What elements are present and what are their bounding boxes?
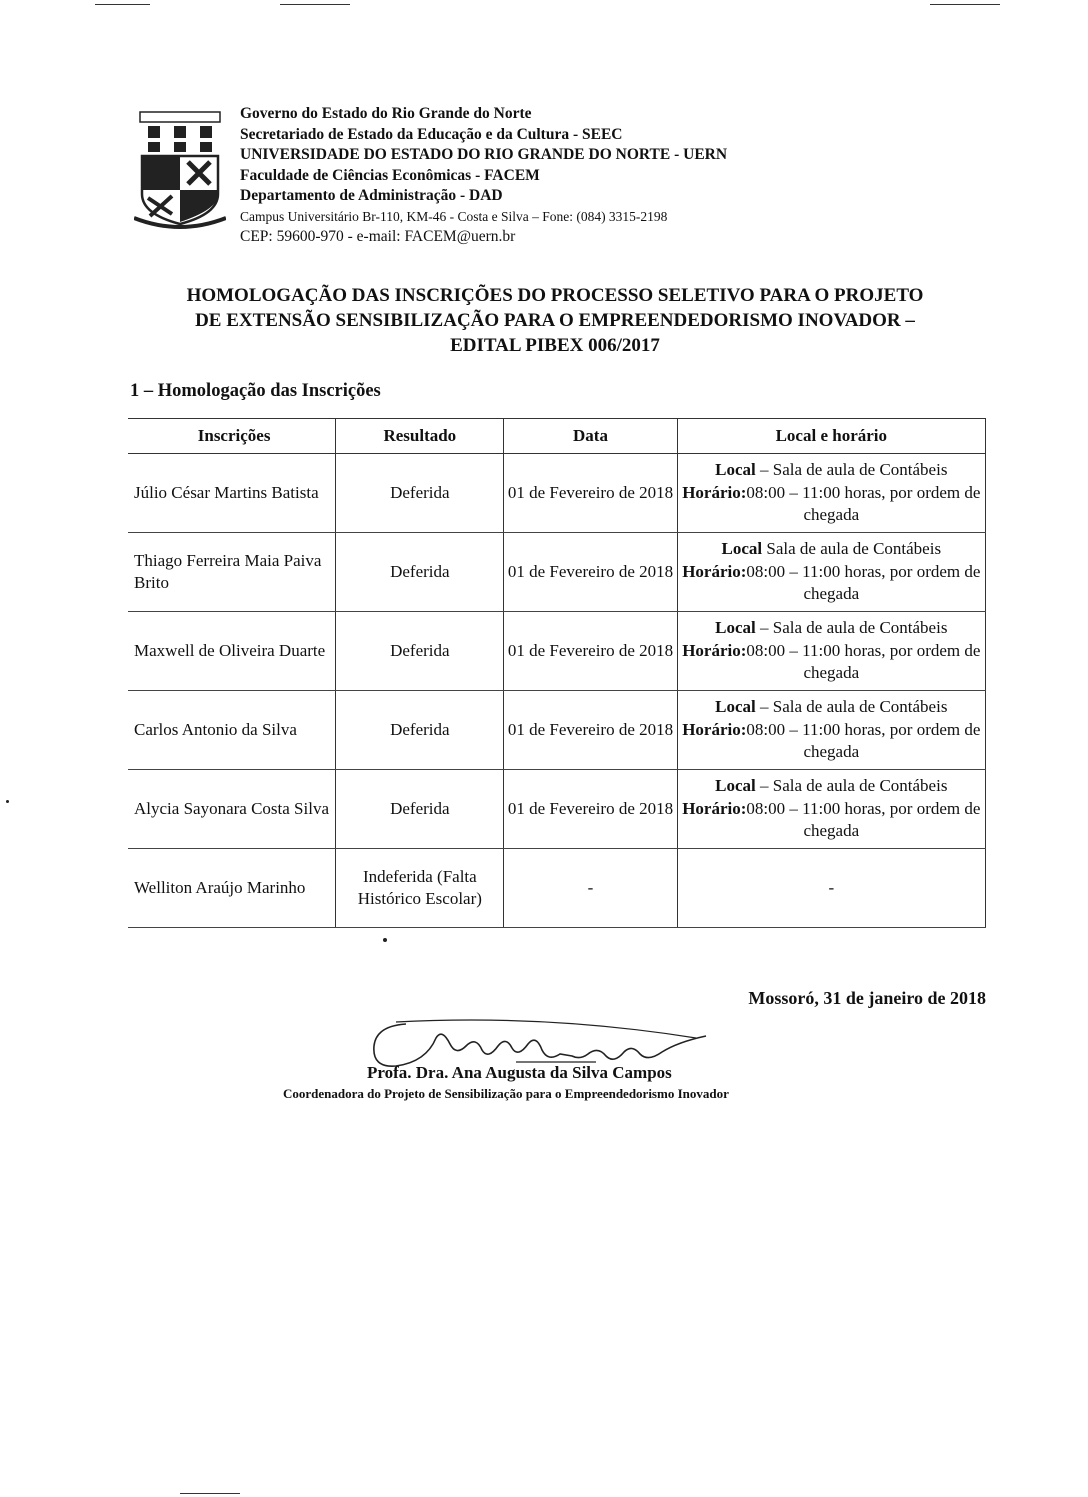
table-row (128, 454, 986, 533)
scan-speck (383, 938, 387, 942)
time-label: Horário: (682, 482, 747, 502)
candidate-date: 01 de Fevereiro de 2018 (504, 612, 677, 691)
candidate-local (677, 612, 985, 691)
candidate-date: 01 de Fevereiro de 2018 (504, 454, 677, 533)
local-text: – Sala de aula de Contábeis (755, 697, 948, 717)
time-text: 08:00 – 11:00 horas, por ordem de chegada (746, 482, 981, 525)
header-department: Departamento de Administração - DAD (240, 187, 503, 204)
header-contact: CEP: 59600-970 - e-mail: FACEM@uern.br (240, 228, 516, 245)
candidate-name: Carlos Antonio da Silva (128, 691, 336, 770)
candidate-name: Maxwell de Oliveira Duarte (128, 612, 336, 691)
local-label: Local (715, 697, 756, 717)
candidate-name: Welliton Araújo Marinho (128, 849, 336, 928)
table-row (128, 691, 986, 770)
local-label: Local (721, 539, 763, 559)
table-row (128, 533, 986, 612)
section-title: 1 – Homologação das Inscrições (130, 381, 381, 401)
title-line-1: HOMOLOGAÇÃO DAS INSCRIÇÕES DO PROCESSO SELETIVO PARA O PROJETO (186, 285, 924, 306)
local-text: - (828, 877, 835, 897)
candidate-local (677, 691, 985, 770)
local-text: – Sala de aula de Contábeis (755, 776, 948, 796)
place-and-date: Mossoró, 31 de janeiro de 2018 (748, 988, 986, 1008)
title-line-3: EDITAL PIBEX 006/2017 (450, 335, 660, 356)
header-resultado: Resultado (336, 419, 504, 454)
scan-artifact-bottom-left (180, 1493, 240, 1494)
time-text: 08:00 – 11:00 horas, por ordem de chegada (746, 798, 981, 841)
time-text: 08:00 – 11:00 horas, por ordem de chegada (746, 640, 981, 683)
header-inscricoes: Inscrições (128, 419, 336, 454)
local-text: – Sala de aula de Contábeis (755, 618, 948, 638)
candidate-local (677, 454, 985, 533)
signatory-name: Profa. Dra. Ana Augusta da Silva Campos (367, 1063, 672, 1082)
time-label: Horário: (682, 561, 747, 581)
header-local-horario: Local e horário (677, 419, 985, 454)
candidate-result: Deferida (336, 770, 504, 849)
candidate-date: 01 de Fevereiro de 2018 (504, 691, 677, 770)
candidate-result: Indeferida (Falta Histórico Escolar) (336, 849, 504, 928)
header-secretariat: Secretariado de Estado da Educação e da Cultura - SEEC (240, 125, 623, 143)
candidate-result: Deferida (336, 454, 504, 533)
title-line-2: DE EXTENSÃO SENSIBILIZAÇÃO PARA O EMPREENDEDORISMO INOVADOR – (195, 310, 915, 331)
time-text: 08:00 – 11:00 horas, por ordem de chegada (746, 719, 981, 762)
table-row (128, 849, 986, 928)
local-text: – Sala de aula de Contábeis (755, 460, 948, 480)
candidate-name: Júlio César Martins Batista (128, 454, 336, 533)
candidate-date: 01 de Fevereiro de 2018 (504, 770, 677, 849)
letterhead (130, 104, 830, 254)
document-title (100, 283, 1010, 358)
candidate-result: Deferida (336, 691, 504, 770)
scan-speck-margin (6, 800, 9, 803)
local-label: Local (715, 460, 756, 480)
registrations-table (128, 418, 986, 928)
scan-artifact-top-right (930, 4, 1000, 5)
header-faculty: Faculdade de Ciências Econômicas - FACEM (240, 166, 540, 184)
table-row (128, 770, 986, 849)
candidate-local (677, 770, 985, 849)
signatory-role: Coordenadora do Projeto de Sensibilização para o Empreendedorismo Inovador (283, 1086, 729, 1101)
header-data: Data (504, 419, 677, 454)
candidate-date: 01 de Fevereiro de 2018 (504, 533, 677, 612)
header-government: Governo do Estado do Rio Grande do Norte (240, 105, 532, 122)
candidate-result: Deferida (336, 612, 504, 691)
candidate-date: - (504, 849, 677, 928)
time-text: 08:00 – 11:00 horas, por ordem de chegada (746, 561, 981, 604)
candidate-local (677, 849, 985, 928)
header-university: UNIVERSIDADE DO ESTADO DO RIO GRANDE DO NORTE - UERN (240, 146, 728, 163)
scan-artifact-top-left (95, 4, 150, 5)
time-label: Horário: (682, 640, 747, 660)
candidate-local (677, 533, 985, 612)
time-label: Horário: (682, 719, 747, 739)
candidate-name: Alycia Sayonara Costa Silva (128, 770, 336, 849)
time-label: Horário: (682, 798, 747, 818)
local-text: Sala de aula de Contábeis (762, 539, 942, 559)
header-address: Campus Universitário Br-110, KM-46 - Costa e Silva – Fone: (084) 3315-2198 (240, 208, 668, 224)
local-label: Local (715, 776, 756, 796)
local-label: Local (715, 618, 756, 638)
university-crest-icon (134, 110, 226, 230)
candidate-result: Deferida (336, 533, 504, 612)
table-header-row (128, 419, 986, 454)
candidate-name: Thiago Ferreira Maia Paiva Brito (128, 533, 336, 612)
scan-artifact-top-mid (280, 4, 350, 5)
table-row (128, 612, 986, 691)
